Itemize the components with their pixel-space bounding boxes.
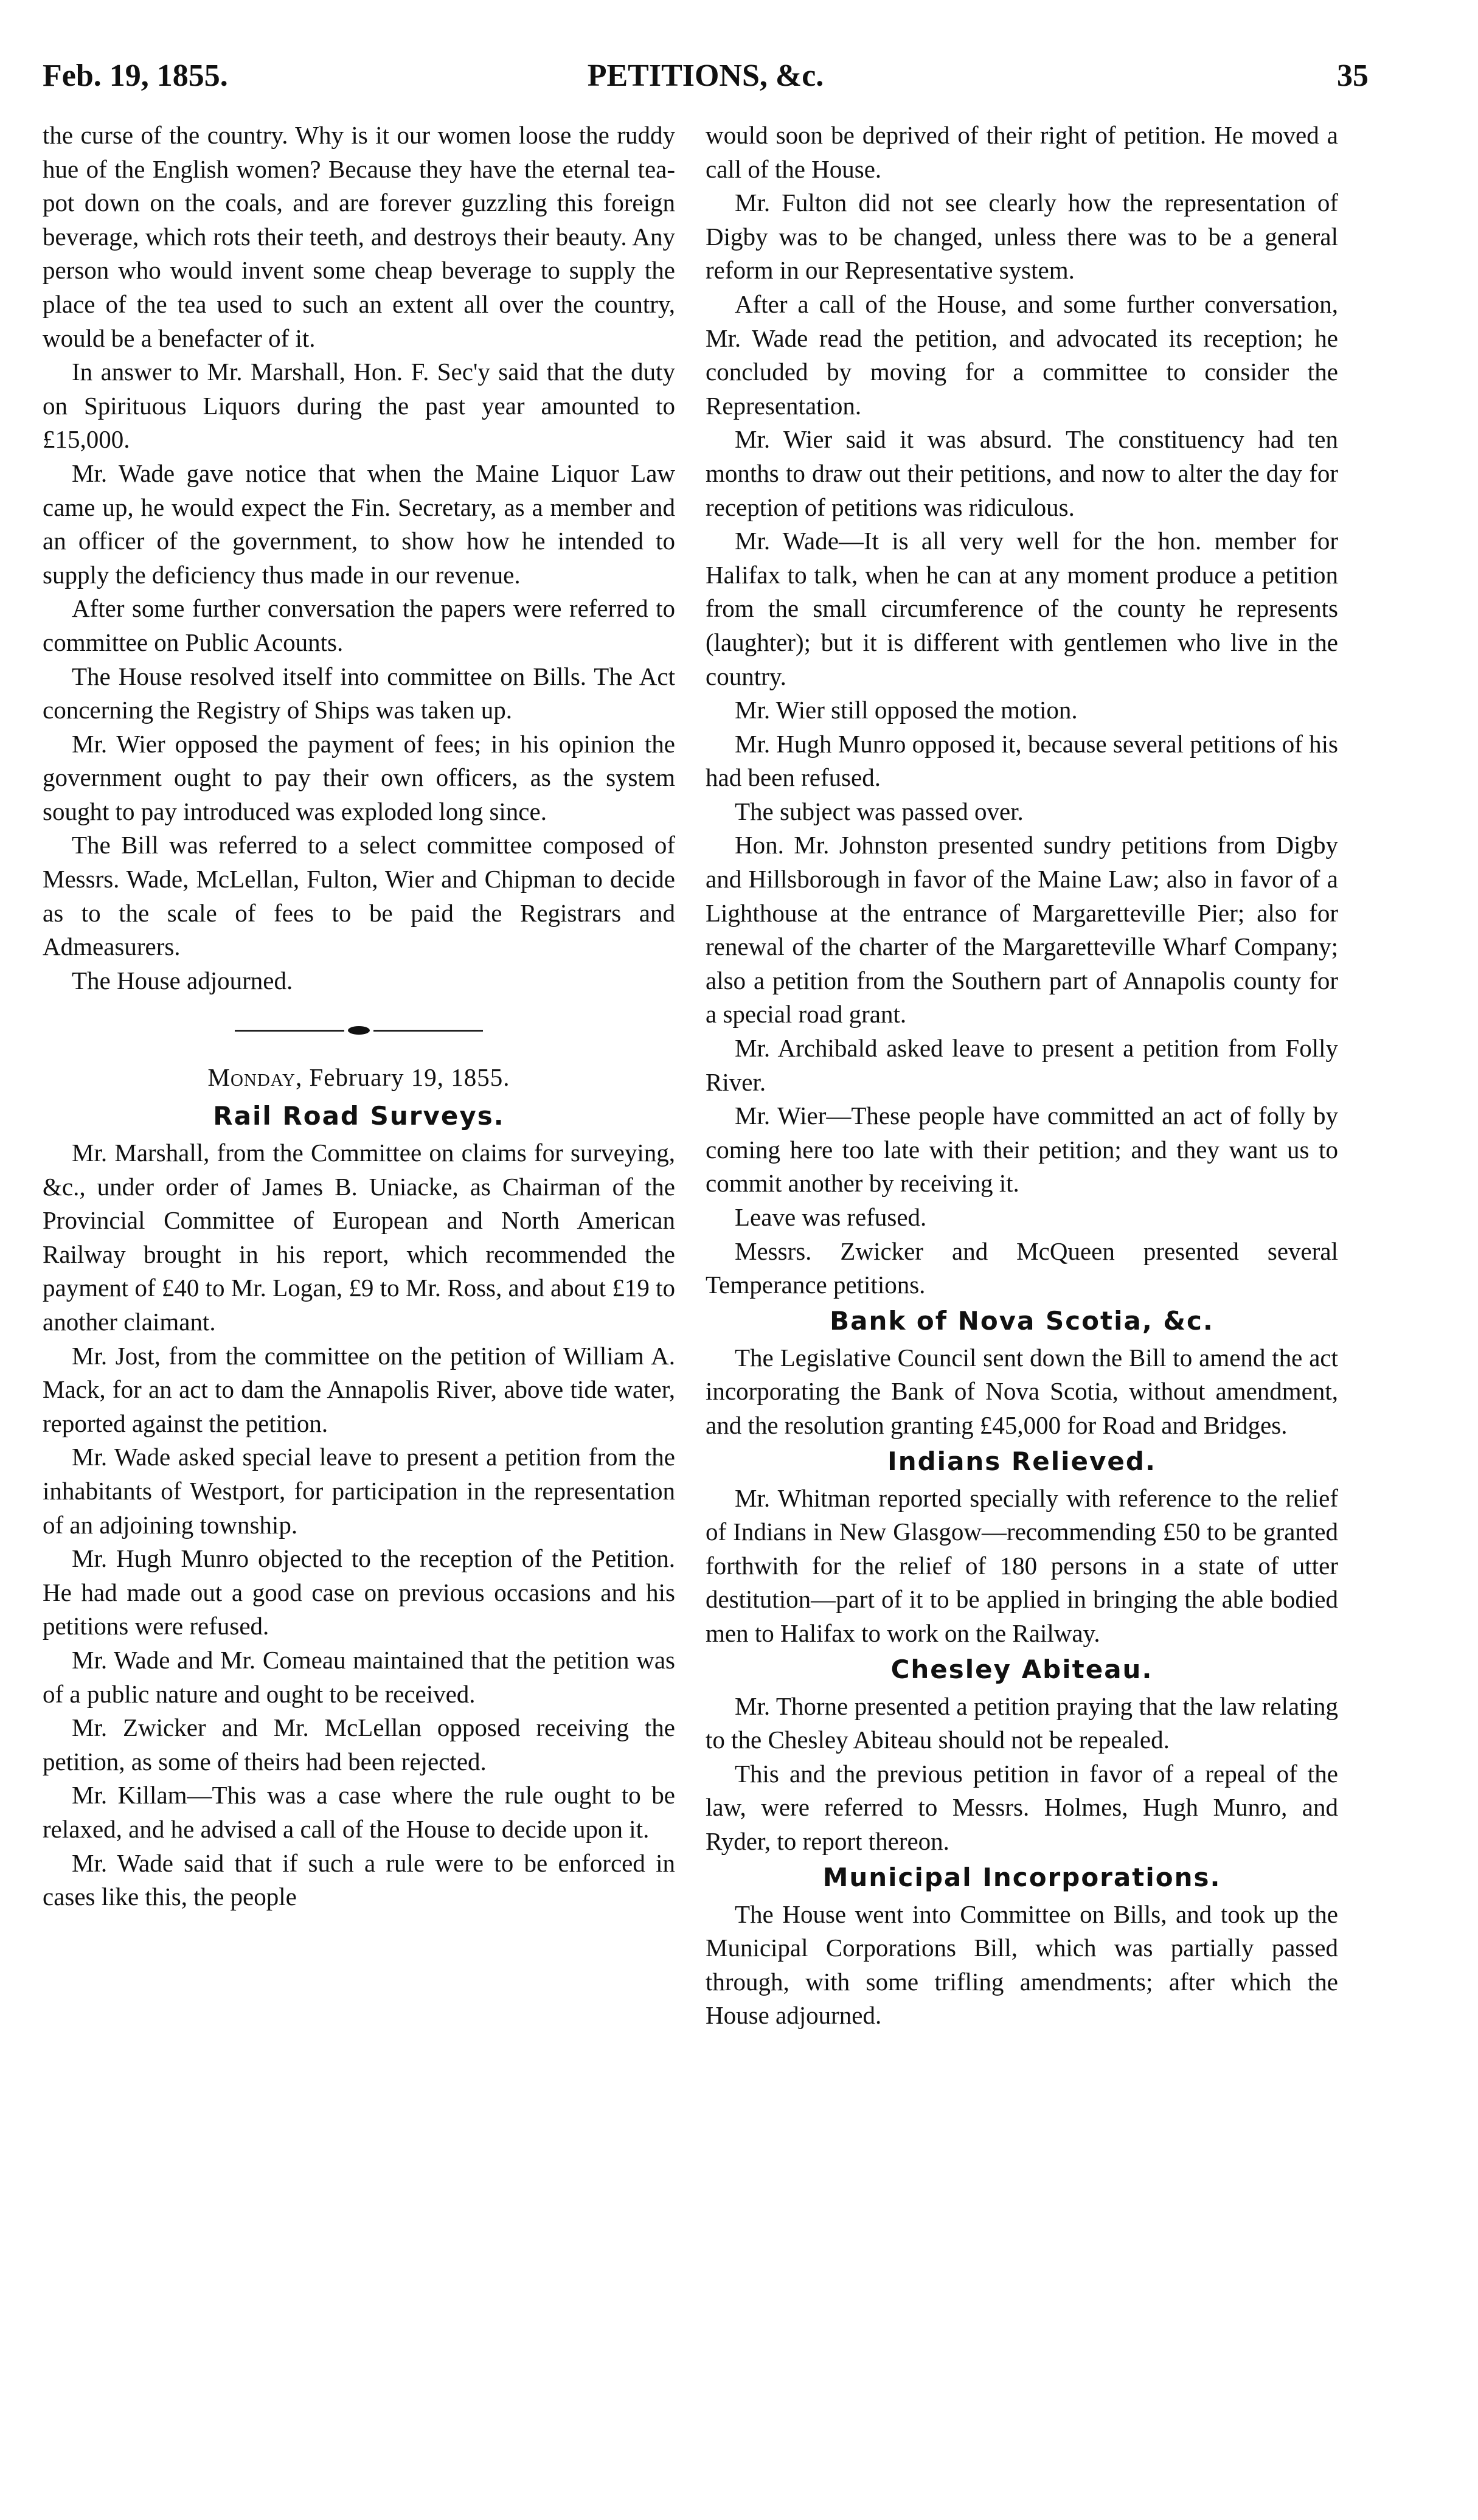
paragraph: Mr. Wade—It is all very well for the hon. member for Halifax to talk, when he can at any moment produce a petition from the small circumference of the county he represents (laughter); but it is different with gentlemen who live in the country. bbox=[706, 527, 1338, 690]
paragraph: Mr. Wade and Mr. Comeau maintained that the petition was of a public nature and ought to be received. bbox=[43, 1645, 675, 1708]
right-column bbox=[706, 119, 1338, 2033]
section-heading: Indians Relieved. bbox=[887, 1446, 1156, 1476]
paragraph: Mr. Wade gave notice that when the Maine Liquor Law came up, he would expect the Fin. Secretary, as a member and an officer of the government, to show how he intended to supply the deficiency thus made in our revenue. bbox=[43, 459, 675, 589]
paragraph: Mr. Marshall, from the Committee on claims for surveying, &c., under order of James B. Uniacke, as Chairman of the Provincial Committee of European and North American Railway brought in his report, which recommended the payment of £40 to Mr. Logan, £9 to Mr. Ross, and about £19 to another claimant. bbox=[43, 1139, 675, 1336]
header-date: Feb. 19, 1855. bbox=[43, 58, 228, 93]
paragraph: Mr. Hugh Munro opposed it, because several petitions of his had been refused. bbox=[706, 729, 1338, 792]
paragraph: In answer to Mr. Marshall, Hon. F. Sec'y said that the duty on Spirituous Liquors during the past year amounted to £15,000. bbox=[43, 358, 675, 454]
separator-line bbox=[373, 1030, 483, 1032]
separator-line bbox=[235, 1030, 344, 1032]
paragraph: the curse of the country. Why is it our women loose the ruddy hue of the English women? Because they have the eternal tea-pot down on the coals, and are forever guzzling this foreign beverage, which rots their teeth, and destroys their beauty. Any person who would invent some cheap beverage to supply the place of the tea used to such an extent all over the country, would be a benefacter of it. bbox=[43, 121, 675, 352]
paragraph: Mr. Fulton did not see clearly how the representation of Digby was to be changed, unless there was to be a general reform in our Representative system. bbox=[706, 189, 1338, 285]
page-header bbox=[43, 43, 1369, 109]
section-separator bbox=[43, 1006, 675, 1055]
paragraph: The House adjourned. bbox=[72, 966, 293, 994]
paragraph: Hon. Mr. Johnston presented sundry petitions from Digby and Hillsborough in favor of the Maine Law; also in favor of a Lighthouse at the entrance of Margaretteville Pier; also for renewal of the charter of the Margaretteville Wharf Company; also a petition from the Southern part of Annapolis county for a special road grant. bbox=[706, 831, 1338, 1029]
paragraph: The Bill was referred to a select committee composed of Messrs. Wade, McLellan, Fulton, Wier and Chipman to decide as to the scale of fees to be paid the Registrars and Admeasurers. bbox=[43, 831, 675, 961]
paragraph: Mr. Wade said that if such a rule were to be enforced in cases like this, the people bbox=[43, 1848, 675, 1911]
header-title: PETITIONS, &c. bbox=[587, 58, 824, 93]
paragraph: Mr. Wier still opposed the motion. bbox=[735, 696, 1078, 724]
section-heading: Chesley Abiteau. bbox=[890, 1654, 1153, 1684]
paragraph: Mr. Archibald asked leave to present a petition from Folly River. bbox=[706, 1034, 1338, 1096]
paragraph: Mr. Wade asked special leave to present a petition from the inhabitants of Westport, for participation in the representation of an adjoining township. bbox=[43, 1443, 675, 1539]
paragraph: Mr. Killam—This was a case where the rule ought to be relaxed, and he advised a call of the House to decide upon it. bbox=[43, 1781, 675, 1843]
paragraph: Mr. Whitman reported specially with reference to the relief of Indians in New Glasgow—recommending £50 to be granted forthwith for the relief of 180 persons in a state of utter destitution—part of it to be applied in bringing the able bodied men to Halifax to work on the Railway. bbox=[706, 1484, 1338, 1647]
paragraph: Mr. Thorne presented a petition praying that the law relating to the Chesley Abiteau should not be repealed. bbox=[706, 1692, 1338, 1754]
paragraph: Mr. Wier—These people have committed an act of folly by coming here too late with their petition; and they want us to commit another by receiving it. bbox=[706, 1102, 1338, 1198]
paragraph: would soon be deprived of their right of petition. He moved a call of the House. bbox=[706, 121, 1338, 183]
paragraph: Mr. Hugh Munro objected to the reception of the Petition. He had made out a good case on previous occasions and his petitions were refused. bbox=[43, 1544, 675, 1640]
paragraph: The Legislative Council sent down the Bill to amend the act incorporating the Bank of Nova Scotia, without amendment, and the resolution granting £45,000 for Road and Bridges. bbox=[706, 1343, 1338, 1439]
paragraph: The House went into Committee on Bills, and took up the Municipal Corporations Bill, which was partially passed through, with some trifling amendments; after which the House adjourned. bbox=[706, 1900, 1338, 2030]
section-heading: Municipal Incorporations. bbox=[822, 1862, 1221, 1892]
paragraph: The subject was passed over. bbox=[735, 797, 1024, 825]
section-heading: Rail Road Surveys. bbox=[213, 1101, 505, 1131]
left-column bbox=[43, 119, 675, 1914]
page-number: 35 bbox=[1337, 58, 1369, 93]
paragraph: Mr. Zwicker and Mr. McLellan opposed receiving the petition, as some of theirs had been rejected. bbox=[43, 1713, 675, 1775]
dateline-date: February 19, 1855. bbox=[309, 1063, 510, 1092]
dateline bbox=[43, 1061, 675, 1095]
paragraph: After some further conversation the papers were referred to committee on Public Acounts. bbox=[43, 594, 675, 656]
paragraph: The House resolved itself into committee on Bills. The Act concerning the Registry of Ships was taken up. bbox=[43, 662, 675, 724]
section-heading: Bank of Nova Scotia, &c. bbox=[830, 1305, 1214, 1336]
paragraph: Messrs. Zwicker and McQueen presented several Temperance petitions. bbox=[706, 1237, 1338, 1299]
dateline-day: Monday, bbox=[207, 1063, 303, 1092]
paragraph: Mr. Wier opposed the payment of fees; in his opinion the government ought to pay their own officers, as the system sought to pay introduced was exploded long since. bbox=[43, 729, 675, 825]
paragraph: Mr. Jost, from the committee on the petition of William A. Mack, for an act to dam the Annapolis River, above tide water, reported against the petition. bbox=[43, 1341, 675, 1437]
ornament-icon bbox=[348, 1026, 370, 1035]
paragraph: After a call of the House, and some further conversation, Mr. Wade read the petition, and advocated its reception; he concluded by moving for a committee to consider the Representation. bbox=[706, 290, 1338, 420]
paragraph: This and the previous petition in favor of a repeal of the law, were referred to Messrs. Holmes, Hugh Munro, and Ryder, to report thereon. bbox=[706, 1759, 1338, 1855]
paragraph: Leave was refused. bbox=[735, 1203, 927, 1231]
paragraph: Mr. Wier said it was absurd. The constituency had ten months to draw out their petitions, and now to alter the day for reception of petitions was ridiculous. bbox=[706, 425, 1338, 521]
